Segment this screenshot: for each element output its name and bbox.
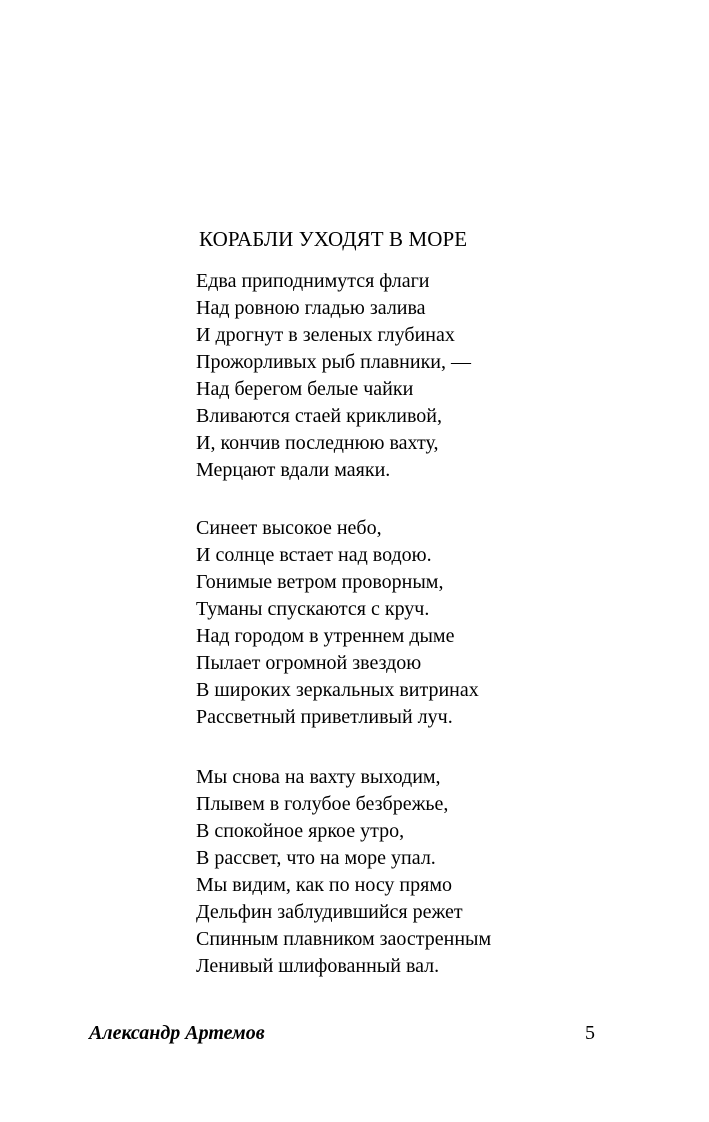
poem-line: Плывем в голубое безбрежье, — [196, 793, 449, 815]
page-number: 5 — [585, 1022, 595, 1044]
poem-line: Мерцают вдали маяки. — [196, 459, 391, 481]
poem-line: Рассветный приветливый луч. — [196, 706, 453, 728]
poem-line: В рассвет, что на море упал. — [196, 847, 436, 869]
poem-line: Ленивый шлифованный вал. — [196, 955, 440, 977]
poem-line: Едва приподнимутся флаги — [196, 270, 430, 292]
stanza-1 — [196, 268, 471, 484]
stanza-3 — [196, 764, 491, 980]
poem-line: Над ровною гладью залива — [196, 297, 426, 319]
poem-line: Синеет высокое небо, — [196, 517, 382, 539]
stanza-2 — [196, 515, 479, 731]
footer-author: Александр Артемов — [89, 1022, 265, 1044]
poem-line: Мы снова на вахту выходим, — [196, 766, 441, 788]
poem-line: В спокойное яркое утро, — [196, 820, 405, 842]
poem-line: И дрогнут в зеленых глубинах — [196, 324, 455, 346]
poem-title: КОРАБЛИ УХОДЯТ В МОРЕ — [199, 227, 468, 251]
poem-line: Мы видим, как по носу прямо — [196, 874, 452, 896]
poem-line: И солнце встает над водою. — [196, 544, 432, 566]
poem-line: В широких зеркальных витринах — [196, 679, 479, 701]
poem-line: Вливаются стаей крикливой, — [196, 405, 442, 427]
poem-line: Над городом в утреннем дыме — [196, 625, 455, 647]
poem-line: Спинным плавником заостренным — [196, 928, 492, 950]
poem-line: Пылает огромной звездою — [196, 652, 422, 674]
poem-line: Над берегом белые чайки — [196, 378, 414, 400]
poem-line: И, кончив последнюю вахту, — [196, 432, 439, 454]
poem-line: Прожорливых рыб плавники, — — [196, 351, 472, 373]
poem-line: Дельфин заблудившийся режет — [196, 901, 463, 923]
poem-line: Гонимые ветром проворным, — [196, 571, 444, 593]
poem-line: Туманы спускаются с круч. — [196, 598, 430, 620]
